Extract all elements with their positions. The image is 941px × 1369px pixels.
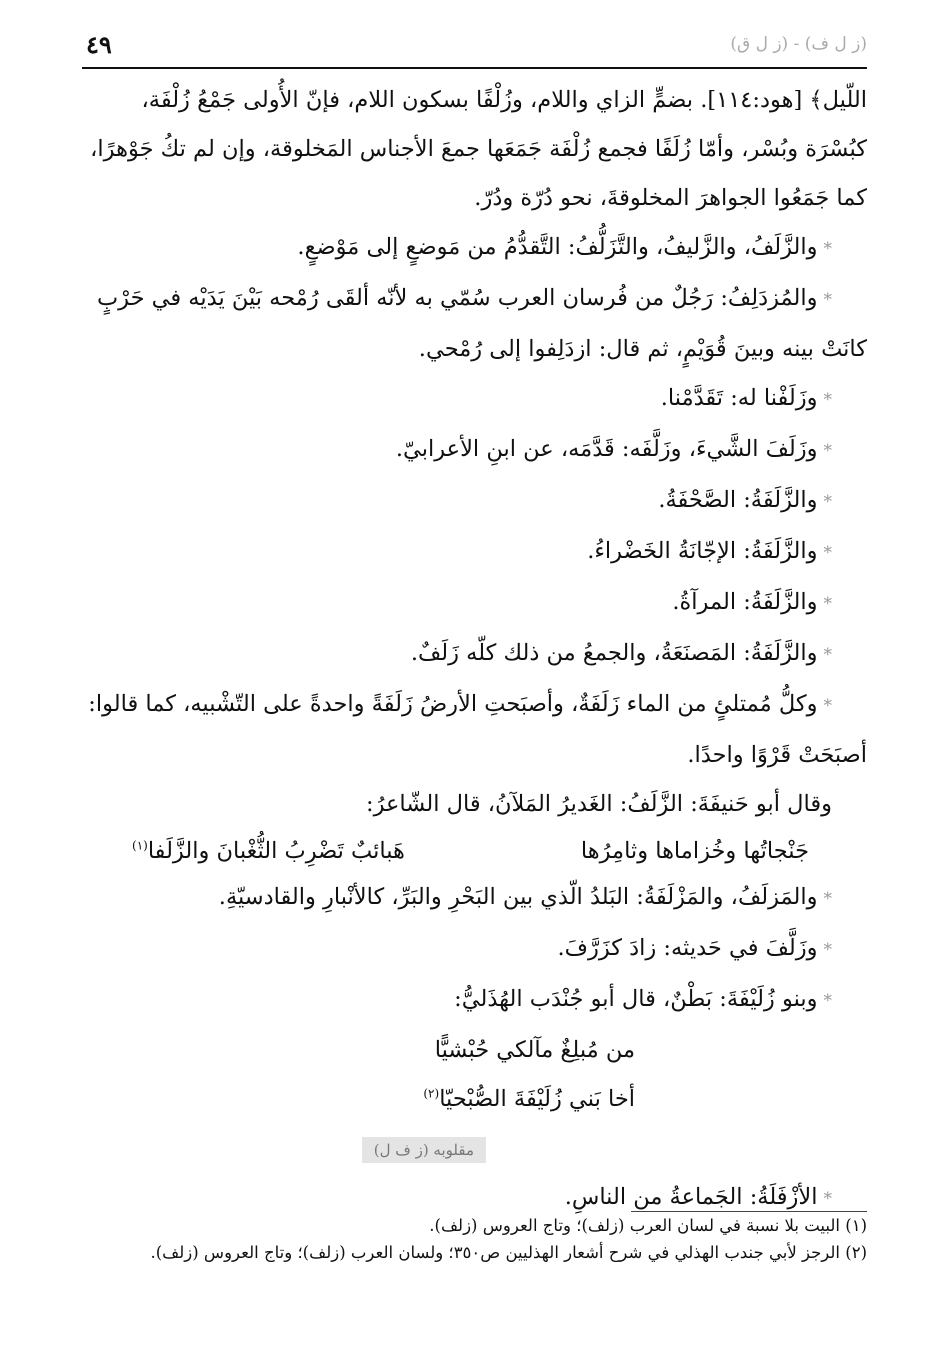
section-heading-wrap (82, 1124, 867, 1173)
entry-text: والزَّلَفَةُ: المَصنَعَةُ، والجمعُ من ذلك كلّه زَلَفٌ. (410, 640, 818, 666)
entry-mirat (82, 578, 867, 629)
main-text (82, 76, 867, 1224)
entry-muzdalif (82, 274, 867, 325)
entry-text: والمَزلَفُ، والمَزْلَفَةُ: البَلدُ الّذي بين البَحْرِ والبَرِّ، كالأنْبارِ والقادسيّةِ. (218, 884, 818, 910)
entry-text: وزَلَفَ الشَّيءَ، وزَلَّفَه: قَدَّمَه، عن ابنِ الأعرابيّ. (395, 436, 818, 462)
entry-text: وزَلَّفَ في حَديثه: زادَ كزَرَّفَ. (557, 935, 818, 961)
entry-mazlaf (82, 873, 867, 924)
paragraph-line: كما جَمَعُوا الجواهرَ المخلوقةَ، نحو دُرّة ودُرّ. (474, 185, 867, 211)
entry-zalaf (82, 223, 867, 274)
footnote-2: (٢) الرجز لأبي جندب الهذلي في شرح أشعار الهذليين ص٣٥٠؛ ولسان العرب (زلف)؛ وتاج العروس (زلف). (150, 1243, 867, 1262)
asterisk-icon: * (823, 940, 832, 960)
asterisk-icon: * (823, 645, 832, 665)
verse-hemistich-2 (132, 829, 405, 873)
verse-text: هَبائبٌ تَضْرِبُ الثُّغْبانَ والزَّلَفا (147, 838, 405, 864)
asterisk-icon: * (823, 239, 832, 259)
entry-sahfa (82, 476, 867, 527)
verse-hemistich-1: جَنْجاتُها وخُزاماها وثامِرُها (580, 838, 809, 864)
entry-text: الأزْفَلَةُ: الجَماعةُ من الناسِ. (564, 1184, 818, 1210)
asterisk-icon: * (823, 696, 832, 716)
entry-ijjana (82, 527, 867, 578)
paragraph-line: كبُسْرَة وبُسْر، وأمّا زُلَفًا فجمع زُلْفَة جَمَعَها جمعَ الأجناس المَخلوقة، وإن لم تكُ جَوْهرًا، (90, 136, 867, 162)
footnote-ref: (٢) (423, 1086, 440, 1101)
footnote-ref: (١) (132, 838, 148, 853)
entry-text: وزَلَفْنا له: تَقَدَّمْنا. (660, 385, 818, 411)
entry-text: وبنو زُلَيْفَةَ: بَطْنٌ، قال أبو جُنْدَب الهُذَليُّ: (454, 986, 818, 1012)
entry-text: والزَّلَفَةُ: الصَّحْفَةُ. (658, 487, 818, 513)
asterisk-icon: * (823, 441, 832, 461)
entry-text: والزَّلَفَةُ: الإجّانَةُ الخَضْراءُ. (587, 538, 818, 564)
asterisk-icon: * (823, 492, 832, 512)
asterisk-icon: * (823, 290, 832, 310)
entry-text: والزَّلَفَةُ: المرآةُ. (672, 589, 818, 615)
entry-text: والزَّلَفُ، والزَّليفُ، والتَّزَلُّفُ: التَّقدُّمُ من مَوضعٍ إلى مَوْضعٍ. (297, 234, 818, 260)
asterisk-icon: * (823, 390, 832, 410)
header-rule (82, 67, 867, 69)
rajaz-verse (82, 1026, 635, 1124)
entry-mumtali (82, 680, 867, 731)
poetry-verse (82, 829, 867, 873)
paragraph-line: كانَتْ بينه وبينَ قُوَيْمٍ، ثم قال: ازدَلِفوا إلى رُمْحي. (418, 336, 867, 362)
asterisk-icon: * (823, 991, 832, 1011)
entry-abu-hanifa: وقال أبو حَنيفَةَ: الزَّلَفُ: الغَديرُ المَلآنُ، قال الشّاعرُ: (366, 791, 832, 817)
asterisk-icon: * (823, 594, 832, 614)
asterisk-icon: * (823, 889, 832, 909)
rajaz-line-1: من مُبلِغٌ مآلكي حُبْشيًّا (434, 1037, 635, 1063)
entry-bano-zulayfa (82, 975, 867, 1026)
entry-text: والمُزدَلِفُ: رَجُلٌ من فُرسان العرب سُمّي به لأنّه ألقَى رُمْحه بَيْنَ يَدَيْه في حَرْبٍ (96, 285, 818, 311)
entry-hadith (82, 924, 867, 975)
footnote-1: (١) البيت بلا نسبة في لسان العرب (زلف)؛ وتاج العروس (زلف). (429, 1216, 867, 1235)
running-head: (ز ل ف) - (ز ل ق) (730, 34, 867, 54)
inverted-root-heading: مقلوبه (ز ف ل) (362, 1137, 486, 1163)
asterisk-icon: * (823, 543, 832, 563)
paragraph-line: اللّيل﴾ [هود:١١٤]. بضمٍّ الزاي واللام، وزُلْفًا بسكون اللام، فإنّ الأُولى جَمْعُ زُلْفَة، (141, 87, 867, 113)
asterisk-icon: * (823, 1189, 832, 1209)
entry-masnaa (82, 629, 867, 680)
entry-zallafa (82, 425, 867, 476)
footnotes (82, 1212, 867, 1266)
entry-text: وكلُّ مُمتلئٍ من الماء زَلَفَةٌ، وأصبَحتِ الأرضُ زَلَفَةً واحدةً على التّشْبيه، كما قالوا: (88, 691, 818, 717)
entry-zalafna (82, 374, 867, 425)
rajaz-line-2 (82, 1075, 635, 1124)
page-number: ٤٩ (86, 30, 112, 59)
paragraph-line: أصبَحَتْ قَرْوًا واحدًا. (687, 742, 867, 768)
rajaz-text: أخا بَني زُلَيْفَةَ الصُّبْحيّا (439, 1086, 635, 1112)
